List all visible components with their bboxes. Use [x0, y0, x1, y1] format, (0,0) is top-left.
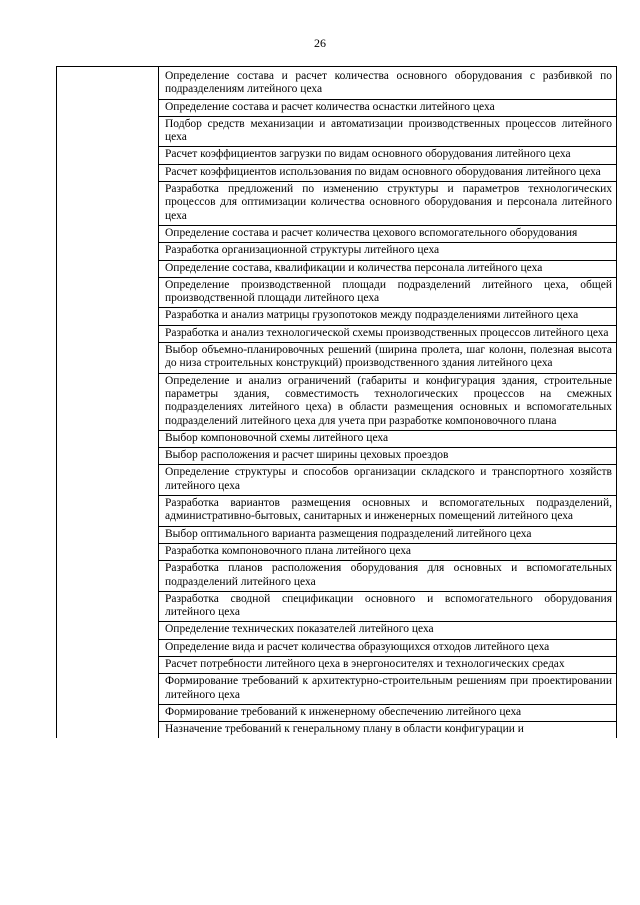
table-cell: Расчет потребности литейного цеха в энергоносителях и технологических средах — [159, 656, 617, 673]
table-cell: Выбор оптимального варианта размещения подразделений литейного цеха — [159, 526, 617, 543]
table-cell: Определение состава и расчет количества основного оборудования с разбивкой по подразделениям литейного цеха — [159, 67, 617, 100]
table-cell: Определение и анализ ограничений (габариты и конфигурация здания, строительные параметры здания, совместимость технологических процессов на смежных подразделениях литейного цеха) в области размещения основных и вспомогательных подразделений литейного цеха для учета при разработке компоновочного плана — [159, 373, 617, 430]
table-cell: Выбор расположения и расчет ширины цеховых проездов — [159, 448, 617, 465]
table-row — [57, 67, 617, 100]
table-cell: Определение технических показателей литейного цеха — [159, 622, 617, 639]
table-cell: Расчет коэффициентов использования по видам основного оборудования литейного цеха — [159, 164, 617, 181]
table-cell: Разработка и анализ технологической схемы производственных процессов литейного цеха — [159, 325, 617, 342]
labor-functions-table — [56, 66, 617, 738]
table-cell: Расчет коэффициентов загрузки по видам основного оборудования литейного цеха — [159, 147, 617, 164]
table-body — [57, 67, 617, 739]
left-column-cell — [57, 67, 159, 739]
table-cell: Определение структуры и способов организации складского и транспортного хозяйств литейного цеха — [159, 465, 617, 496]
table-cell: Определение состава и расчет количества цехового вспомогательного оборудования — [159, 225, 617, 242]
table-cell: Определение состава и расчет количества оснастки литейного цеха — [159, 99, 617, 116]
table-cell: Определение вида и расчет количества образующихся отходов литейного цеха — [159, 639, 617, 656]
page-number: 26 — [314, 36, 326, 50]
table-cell: Формирование требований к инженерному обеспечению литейного цеха — [159, 704, 617, 721]
table-cell: Определение состава, квалификации и количества персонала литейного цеха — [159, 260, 617, 277]
table-cell: Разработка и анализ матрицы грузопотоков между подразделениями литейного цеха — [159, 308, 617, 325]
table-cell: Подбор средств механизации и автоматизации производственных процессов литейного цеха — [159, 116, 617, 147]
table-cell: Формирование требований к архитектурно-строительным решениям при проектировании литейного цеха — [159, 674, 617, 705]
table-cell: Назначение требований к генеральному плану в области конфигурации и — [159, 722, 617, 739]
table-cell: Разработка организационной структуры литейного цеха — [159, 243, 617, 260]
table-cell: Выбор компоновочной схемы литейного цеха — [159, 430, 617, 447]
table-cell: Разработка предложений по изменению структуры и параметров технологических процессов для оптимизации количества основного оборудования и персонала литейного цеха — [159, 182, 617, 226]
table-cell: Разработка вариантов размещения основных и вспомогательных подразделений, административно-бытовых, санитарных и инженерных помещений литейного цеха — [159, 496, 617, 527]
table-cell: Разработка сводной спецификации основного и вспомогательного оборудования литейного цеха — [159, 591, 617, 622]
table-cell: Определение производственной площади подразделений литейного цеха, общей производственной площади литейного цеха — [159, 277, 617, 308]
table-cell: Разработка компоновочного плана литейного цеха — [159, 543, 617, 560]
table-cell: Разработка планов расположения оборудования для основных и вспомогательных подразделений литейного цеха — [159, 561, 617, 592]
table-cell: Выбор объемно-планировочных решений (ширина пролета, шаг колонн, полезная высота до низа строительных конструкций) производственного здания литейного цеха — [159, 343, 617, 374]
